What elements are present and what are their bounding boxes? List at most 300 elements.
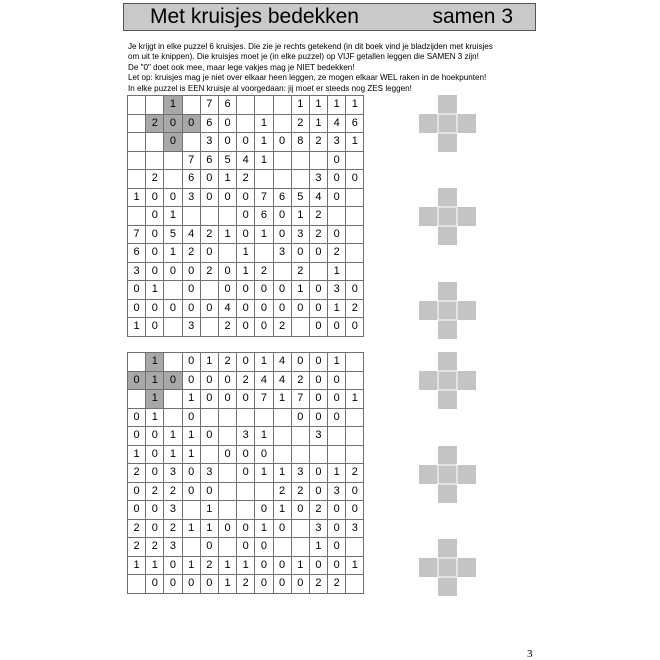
grid-cell[interactable]: 0 [309,318,327,337]
grid-cell[interactable]: 0 [328,318,346,337]
grid-cell[interactable]: 0 [128,408,146,427]
grid-cell[interactable] [291,151,309,170]
grid-cell[interactable]: 2 [309,501,327,520]
grid-cell[interactable]: 1 [218,225,236,244]
grid-cell[interactable]: 3 [309,519,327,538]
grid-cell[interactable]: 7 [291,390,309,409]
grid-cell[interactable] [128,390,146,409]
grid-cell[interactable]: 2 [146,482,164,501]
grid-cell[interactable]: 1 [273,464,291,483]
grid-cell[interactable]: 0 [237,299,255,318]
grid-cell[interactable]: 1 [164,207,182,226]
grid-cell[interactable]: 4 [218,299,236,318]
grid-cell[interactable]: 3 [273,244,291,263]
grid-cell[interactable] [128,170,146,189]
grid-cell[interactable]: 7 [128,225,146,244]
grid-cell[interactable]: 0 [146,318,164,337]
grid-cell[interactable]: 2 [309,575,327,594]
grid-cell[interactable]: 0 [291,353,309,372]
grid-cell[interactable]: 1 [309,538,327,557]
grid-cell[interactable]: 2 [328,244,346,263]
grid-cell[interactable]: 5 [218,151,236,170]
grid-cell[interactable]: 3 [128,262,146,281]
grid-cell[interactable]: 0 [328,538,346,557]
grid-cell[interactable]: 2 [128,464,146,483]
grid-cell[interactable]: 0 [273,207,291,226]
grid-cell[interactable]: 0 [182,371,200,390]
grid-cell[interactable]: 3 [328,281,346,300]
grid-cell[interactable]: 2 [146,114,164,133]
grid-cell[interactable]: 2 [255,262,273,281]
grid-cell[interactable]: 2 [328,575,346,594]
grid-cell[interactable]: 1 [291,556,309,575]
grid-cell[interactable] [218,538,236,557]
grid-cell[interactable]: 2 [309,225,327,244]
grid-cell[interactable]: 4 [273,353,291,372]
grid-cell[interactable] [218,244,236,263]
grid-cell[interactable]: 0 [237,281,255,300]
grid-cell[interactable] [128,575,146,594]
grid-cell[interactable]: 2 [146,538,164,557]
grid-cell[interactable]: 1 [328,262,346,281]
grid-cell[interactable] [309,151,327,170]
grid-cell[interactable]: 0 [146,445,164,464]
grid-cell[interactable]: 0 [255,575,273,594]
grid-cell[interactable] [182,538,200,557]
grid-cell[interactable]: 6 [255,207,273,226]
grid-cell[interactable]: 0 [328,188,346,207]
grid-cell[interactable]: 6 [218,96,236,115]
grid-cell[interactable] [164,151,182,170]
grid-cell[interactable]: 0 [328,501,346,520]
grid-cell[interactable]: 2 [200,556,218,575]
grid-cell[interactable]: 1 [164,445,182,464]
grid-cell[interactable] [273,262,291,281]
grid-cell[interactable] [128,96,146,115]
grid-cell[interactable]: 1 [346,133,364,152]
grid-cell[interactable]: 0 [182,408,200,427]
grid-cell[interactable]: 1 [182,445,200,464]
grid-cell[interactable]: 0 [182,353,200,372]
grid-cell[interactable]: 0 [291,244,309,263]
grid-cell[interactable] [346,262,364,281]
grid-cell[interactable] [164,353,182,372]
grid-cell[interactable]: 4 [273,371,291,390]
grid-cell[interactable] [273,408,291,427]
grid-cell[interactable]: 0 [255,318,273,337]
grid-cell[interactable] [346,207,364,226]
grid-cell[interactable]: 0 [128,482,146,501]
grid-cell[interactable]: 1 [128,445,146,464]
grid-cell[interactable]: 2 [182,244,200,263]
grid-cell[interactable]: 0 [291,299,309,318]
grid-cell[interactable]: 1 [255,151,273,170]
grid-cell[interactable]: 0 [309,464,327,483]
grid-cell[interactable]: 0 [146,519,164,538]
grid-cell[interactable]: 1 [182,519,200,538]
grid-cell[interactable]: 8 [291,133,309,152]
grid-cell[interactable]: 1 [146,371,164,390]
grid-cell[interactable]: 1 [128,318,146,337]
grid-cell[interactable]: 0 [128,281,146,300]
grid-cell[interactable] [200,207,218,226]
grid-cell[interactable] [200,281,218,300]
grid-cell[interactable]: 0 [346,170,364,189]
grid-cell[interactable]: 0 [309,281,327,300]
grid-cell[interactable]: 0 [164,556,182,575]
grid-cell[interactable]: 2 [237,575,255,594]
grid-cell[interactable]: 0 [255,445,273,464]
grid-cell[interactable]: 4 [237,151,255,170]
grid-cell[interactable]: 1 [146,390,164,409]
grid-cell[interactable] [291,170,309,189]
grid-cell[interactable] [309,445,327,464]
grid-cell[interactable] [273,538,291,557]
grid-cell[interactable] [218,207,236,226]
grid-cell[interactable]: 1 [255,464,273,483]
grid-cell[interactable]: 0 [309,556,327,575]
grid-cell[interactable]: 1 [200,519,218,538]
grid-cell[interactable]: 0 [328,390,346,409]
grid-cell[interactable] [128,353,146,372]
grid-cell[interactable] [255,96,273,115]
grid-cell[interactable]: 5 [164,225,182,244]
grid-cell[interactable]: 1 [328,96,346,115]
grid-cell[interactable]: 0 [255,299,273,318]
grid-cell[interactable]: 0 [218,519,236,538]
grid-cell[interactable]: 0 [146,501,164,520]
grid-cell[interactable]: 0 [309,371,327,390]
grid-cell[interactable] [164,281,182,300]
grid-cell[interactable] [146,133,164,152]
grid-cell[interactable]: 3 [182,188,200,207]
grid-cell[interactable]: 0 [273,519,291,538]
grid-cell[interactable]: 1 [273,501,291,520]
grid-cell[interactable] [164,408,182,427]
grid-cell[interactable]: 1 [273,390,291,409]
grid-cell[interactable] [346,353,364,372]
grid-cell[interactable]: 0 [273,299,291,318]
grid-cell[interactable]: 0 [182,482,200,501]
grid-cell[interactable] [182,501,200,520]
grid-cell[interactable] [346,244,364,263]
grid-cell[interactable]: 1 [146,281,164,300]
grid-cell[interactable]: 1 [200,501,218,520]
grid-cell[interactable]: 1 [146,556,164,575]
grid-cell[interactable]: 0 [255,501,273,520]
grid-cell[interactable] [237,408,255,427]
grid-cell[interactable]: 1 [255,114,273,133]
grid-cell[interactable] [328,445,346,464]
grid-cell[interactable] [291,427,309,446]
grid-cell[interactable]: 0 [146,464,164,483]
grid-cell[interactable]: 2 [291,482,309,501]
grid-cell[interactable] [291,445,309,464]
grid-cell[interactable]: 0 [200,371,218,390]
grid-cell[interactable]: 1 [218,556,236,575]
grid-cell[interactable] [273,151,291,170]
grid-cell[interactable]: 1 [164,96,182,115]
grid-cell[interactable] [255,408,273,427]
grid-cell[interactable]: 4 [328,114,346,133]
grid-cell[interactable]: 0 [237,207,255,226]
grid-cell[interactable]: 0 [182,281,200,300]
grid-cell[interactable]: 0 [273,225,291,244]
grid-cell[interactable]: 6 [200,114,218,133]
grid-cell[interactable]: 0 [182,114,200,133]
grid-cell[interactable]: 3 [237,427,255,446]
grid-cell[interactable]: 3 [328,482,346,501]
grid-cell[interactable]: 2 [164,519,182,538]
grid-cell[interactable]: 0 [309,244,327,263]
grid-cell[interactable]: 0 [237,225,255,244]
grid-cell[interactable] [218,501,236,520]
grid-cell[interactable]: 0 [309,408,327,427]
grid-cell[interactable]: 1 [255,225,273,244]
grid-cell[interactable] [200,408,218,427]
grid-cell[interactable]: 0 [218,445,236,464]
grid-cell[interactable]: 0 [218,114,236,133]
grid-cell[interactable] [273,445,291,464]
grid-cell[interactable]: 0 [237,390,255,409]
grid-cell[interactable]: 0 [146,299,164,318]
grid-cell[interactable] [218,427,236,446]
grid-cell[interactable]: 1 [346,556,364,575]
grid-cell[interactable]: 1 [328,353,346,372]
grid-cell[interactable]: 0 [328,556,346,575]
grid-cell[interactable]: 0 [237,188,255,207]
grid-cell[interactable]: 3 [309,427,327,446]
grid-cell[interactable]: 6 [273,188,291,207]
grid-cell[interactable]: 0 [146,225,164,244]
grid-cell[interactable]: 0 [218,281,236,300]
grid-cell[interactable]: 0 [255,556,273,575]
grid-cell[interactable]: 0 [200,299,218,318]
grid-cell[interactable]: 0 [328,225,346,244]
grid-cell[interactable]: 0 [164,188,182,207]
grid-cell[interactable]: 3 [164,501,182,520]
grid-cell[interactable]: 0 [328,371,346,390]
grid-cell[interactable] [218,482,236,501]
grid-cell[interactable]: 3 [291,464,309,483]
grid-cell[interactable]: 1 [237,556,255,575]
grid-cell[interactable] [291,318,309,337]
grid-cell[interactable]: 0 [237,318,255,337]
grid-cell[interactable]: 0 [291,501,309,520]
grid-cell[interactable]: 0 [200,575,218,594]
grid-cell[interactable]: 3 [309,170,327,189]
grid-cell[interactable]: 0 [164,133,182,152]
grid-cell[interactable]: 2 [200,262,218,281]
grid-cell[interactable]: 2 [128,538,146,557]
grid-cell[interactable]: 1 [164,244,182,263]
grid-cell[interactable] [237,96,255,115]
grid-cell[interactable]: 1 [237,262,255,281]
grid-cell[interactable]: 7 [255,188,273,207]
grid-cell[interactable]: 3 [200,464,218,483]
grid-cell[interactable]: 0 [146,244,164,263]
grid-cell[interactable] [291,538,309,557]
grid-cell[interactable] [273,114,291,133]
grid-cell[interactable]: 0 [273,556,291,575]
grid-cell[interactable] [346,538,364,557]
grid-cell[interactable]: 0 [218,262,236,281]
grid-cell[interactable]: 1 [218,170,236,189]
grid-cell[interactable]: 6 [200,151,218,170]
grid-cell[interactable] [255,170,273,189]
grid-cell[interactable]: 2 [291,371,309,390]
grid-cell[interactable]: 1 [346,390,364,409]
grid-cell[interactable] [346,225,364,244]
grid-cell[interactable]: 1 [182,427,200,446]
grid-cell[interactable]: 2 [309,207,327,226]
grid-cell[interactable]: 2 [146,170,164,189]
grid-cell[interactable]: 1 [182,556,200,575]
grid-cell[interactable]: 0 [237,464,255,483]
grid-cell[interactable]: 2 [291,262,309,281]
grid-cell[interactable]: 1 [182,390,200,409]
grid-cell[interactable]: 0 [200,244,218,263]
grid-cell[interactable]: 1 [255,133,273,152]
grid-cell[interactable]: 1 [146,408,164,427]
grid-cell[interactable]: 0 [273,133,291,152]
grid-cell[interactable] [309,262,327,281]
grid-cell[interactable]: 0 [182,299,200,318]
grid-cell[interactable]: 2 [237,371,255,390]
grid-cell[interactable]: 0 [200,390,218,409]
grid-cell[interactable] [128,151,146,170]
grid-cell[interactable] [328,427,346,446]
grid-cell[interactable] [346,371,364,390]
grid-cell[interactable]: 0 [346,482,364,501]
grid-cell[interactable] [255,482,273,501]
grid-cell[interactable]: 0 [218,371,236,390]
grid-cell[interactable]: 1 [128,188,146,207]
grid-cell[interactable]: 0 [200,538,218,557]
grid-cell[interactable]: 0 [346,281,364,300]
grid-cell[interactable]: 0 [164,299,182,318]
grid-cell[interactable]: 0 [309,353,327,372]
grid-cell[interactable]: 0 [128,427,146,446]
grid-cell[interactable] [237,482,255,501]
grid-cell[interactable]: 0 [237,519,255,538]
grid-cell[interactable]: 0 [237,133,255,152]
grid-cell[interactable] [237,114,255,133]
grid-cell[interactable]: 0 [328,170,346,189]
grid-cell[interactable] [328,207,346,226]
grid-cell[interactable]: 1 [328,299,346,318]
grid-cell[interactable]: 0 [309,390,327,409]
grid-cell[interactable]: 1 [200,353,218,372]
grid-cell[interactable]: 0 [237,538,255,557]
grid-cell[interactable] [164,318,182,337]
grid-cell[interactable]: 3 [164,538,182,557]
grid-cell[interactable] [182,96,200,115]
grid-cell[interactable]: 0 [218,390,236,409]
grid-cell[interactable] [346,151,364,170]
grid-cell[interactable] [128,133,146,152]
grid-cell[interactable]: 1 [328,464,346,483]
grid-cell[interactable]: 1 [291,281,309,300]
grid-cell[interactable]: 3 [200,133,218,152]
grid-cell[interactable]: 0 [146,575,164,594]
grid-cell[interactable] [200,445,218,464]
grid-cell[interactable]: 0 [309,482,327,501]
grid-cell[interactable]: 0 [200,427,218,446]
grid-cell[interactable]: 0 [255,538,273,557]
grid-cell[interactable]: 3 [164,464,182,483]
grid-cell[interactable]: 1 [164,427,182,446]
grid-cell[interactable]: 0 [255,281,273,300]
grid-cell[interactable]: 1 [309,96,327,115]
grid-cell[interactable]: 1 [309,114,327,133]
grid-cell[interactable]: 0 [273,281,291,300]
grid-cell[interactable] [273,96,291,115]
grid-cell[interactable]: 1 [291,207,309,226]
grid-cell[interactable] [273,170,291,189]
grid-cell[interactable]: 2 [237,170,255,189]
grid-cell[interactable]: 0 [237,445,255,464]
grid-cell[interactable]: 2 [218,318,236,337]
grid-cell[interactable]: 1 [128,556,146,575]
grid-cell[interactable]: 0 [164,575,182,594]
grid-cell[interactable]: 2 [291,114,309,133]
grid-cell[interactable]: 6 [128,244,146,263]
grid-cell[interactable]: 7 [200,96,218,115]
grid-cell[interactable]: 2 [273,482,291,501]
grid-cell[interactable]: 0 [309,299,327,318]
grid-cell[interactable]: 7 [182,151,200,170]
grid-cell[interactable]: 2 [128,519,146,538]
grid-cell[interactable]: 6 [182,170,200,189]
grid-cell[interactable]: 0 [291,575,309,594]
grid-cell[interactable]: 0 [328,519,346,538]
grid-cell[interactable] [200,318,218,337]
grid-cell[interactable]: 2 [309,133,327,152]
grid-cell[interactable]: 0 [346,318,364,337]
grid-cell[interactable]: 4 [255,371,273,390]
grid-cell[interactable] [346,575,364,594]
grid-cell[interactable]: 2 [218,353,236,372]
grid-cell[interactable]: 0 [128,299,146,318]
grid-cell[interactable]: 2 [346,464,364,483]
grid-cell[interactable]: 1 [237,244,255,263]
grid-cell[interactable] [146,151,164,170]
grid-cell[interactable]: 1 [146,353,164,372]
grid-cell[interactable]: 2 [200,225,218,244]
grid-cell[interactable] [255,244,273,263]
grid-cell[interactable]: 1 [346,96,364,115]
grid-cell[interactable]: 3 [346,519,364,538]
grid-cell[interactable]: 0 [273,575,291,594]
grid-cell[interactable]: 0 [164,114,182,133]
grid-cell[interactable] [237,501,255,520]
grid-cell[interactable]: 6 [346,114,364,133]
grid-cell[interactable] [346,188,364,207]
grid-cell[interactable]: 0 [146,262,164,281]
grid-cell[interactable] [346,427,364,446]
grid-cell[interactable]: 1 [255,519,273,538]
grid-cell[interactable] [218,464,236,483]
grid-cell[interactable]: 4 [182,225,200,244]
grid-cell[interactable] [146,96,164,115]
grid-cell[interactable]: 1 [218,575,236,594]
grid-cell[interactable]: 0 [200,170,218,189]
grid-cell[interactable]: 0 [328,408,346,427]
grid-cell[interactable] [128,114,146,133]
grid-cell[interactable]: 0 [291,408,309,427]
grid-cell[interactable]: 1 [291,96,309,115]
